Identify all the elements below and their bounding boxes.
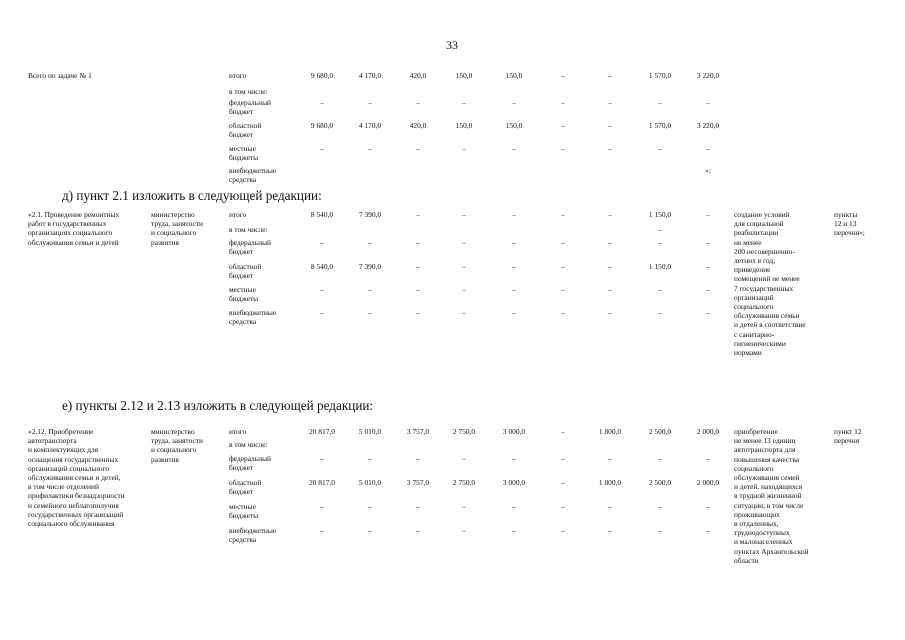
amount-cell: –	[561, 210, 565, 219]
funding-source-label: областной бюджет	[229, 262, 262, 281]
amount-cell: –	[512, 454, 516, 463]
amount-cell: –	[658, 98, 662, 107]
funding-source-label: местные бюджеты	[229, 502, 259, 521]
amount-cell: 4 170,0	[358, 121, 382, 130]
amount-cell: 9 680,0	[310, 71, 334, 80]
amount-cell: –	[462, 98, 466, 107]
amount-cell: –	[561, 238, 565, 247]
amount-cell: –	[608, 121, 612, 130]
amount-cell: –	[561, 454, 565, 463]
amount-cell: 3 220,0	[696, 121, 720, 130]
amount-cell: –	[608, 71, 612, 80]
amount-cell: 420,0	[409, 71, 427, 80]
amount-cell: –	[561, 427, 565, 436]
amount-cell: 420,0	[409, 121, 427, 130]
amount-cell: –	[658, 502, 662, 511]
amount-cell: –	[512, 262, 516, 271]
amount-cell: –	[416, 238, 420, 247]
amount-cell: 3 220,0	[696, 71, 720, 80]
amount-cell: –	[416, 144, 420, 153]
funding-source-label: внебюджетные средства	[229, 308, 277, 327]
funding-source-label: в том числе:	[229, 440, 268, 449]
funding-source-label: в том числе:	[229, 225, 268, 234]
amount-cell: –	[416, 308, 420, 317]
amount-cell: –	[658, 285, 662, 294]
amount-cell: 1 800,0	[598, 478, 622, 487]
amount-cell: –	[462, 454, 466, 463]
amount-cell: –	[462, 502, 466, 511]
amount-cell: 5 010,0	[358, 427, 382, 436]
amount-cell: –	[416, 285, 420, 294]
amount-cell: –	[561, 144, 565, 153]
funding-source-label: местные бюджеты	[229, 144, 259, 163]
item-2-1-reference: пункты 12 и 13 перечня»;	[834, 210, 865, 238]
amount-cell: 3 757,0	[406, 427, 430, 436]
amount-cell: 150,0	[505, 71, 523, 80]
amount-cell: –	[512, 210, 516, 219]
amount-cell: 2 500,0	[648, 427, 672, 436]
amount-cell: –	[561, 98, 565, 107]
amount-cell: 1 570,0	[648, 71, 672, 80]
item-2-12-name: «2.12. Приобретение автотранспорта и комплектующих для оснащения государственных организаций социального обслуживания семьи и детей, в том числе отделений профилактики безнадзорности и семейного неблагополучия государственных организаций социального обслуживания	[28, 427, 125, 529]
item-2-12-reference: пункт 12 перечня	[834, 427, 862, 446]
amount-cell: –	[706, 210, 710, 219]
amount-cell: –	[320, 238, 324, 247]
amount-cell: –	[462, 308, 466, 317]
amount-cell: 1 150,0	[648, 210, 672, 219]
amount-cell: –	[608, 308, 612, 317]
amount-cell: –	[561, 308, 565, 317]
amount-cell: 3 000,0	[502, 478, 526, 487]
amount-cell: 5 010,0	[358, 478, 382, 487]
amount-cell: –	[416, 210, 420, 219]
amount-cell: –	[658, 308, 662, 317]
amount-cell: –	[368, 502, 372, 511]
amount-cell: –	[512, 502, 516, 511]
funding-source-label: внебюджетные средства	[229, 166, 277, 185]
amount-cell: –	[561, 121, 565, 130]
amount-cell: –	[608, 98, 612, 107]
amount-cell: –	[416, 98, 420, 107]
amount-cell: 2 500,0	[648, 478, 672, 487]
amount-cell: 8 540,0	[310, 262, 334, 271]
heading-d: д) пункт 2.1 изложить в следующей редакции:	[62, 188, 322, 203]
funding-source-label: итого	[229, 427, 247, 436]
amount-cell: –	[320, 98, 324, 107]
amount-cell: 1 570,0	[648, 121, 672, 130]
amount-cell: 150,0	[455, 121, 473, 130]
amount-cell: –	[462, 238, 466, 247]
amount-cell: –	[706, 502, 710, 511]
amount-cell: –	[658, 454, 662, 463]
amount-cell: –	[608, 502, 612, 511]
amount-cell: 7 390,0	[358, 210, 382, 219]
funding-source-label: федеральный бюджет	[229, 98, 271, 117]
amount-cell: 8 540,0	[310, 210, 334, 219]
amount-cell: –	[462, 526, 466, 535]
amount-cell: –	[608, 144, 612, 153]
amount-cell: –	[512, 285, 516, 294]
amount-cell: –	[416, 526, 420, 535]
amount-cell: –	[561, 262, 565, 271]
amount-cell: –	[608, 454, 612, 463]
amount-cell: 2 750,0	[452, 427, 476, 436]
amount-cell: –	[608, 262, 612, 271]
amount-cell: 1 800,0	[598, 427, 622, 436]
amount-cell: –	[320, 502, 324, 511]
heading-e: е) пункты 2.12 и 2.13 изложить в следующей редакции:	[62, 398, 374, 413]
amount-cell: –	[368, 144, 372, 153]
amount-cell: –	[416, 502, 420, 511]
amount-cell: 150,0	[505, 121, 523, 130]
funding-source-label: областной бюджет	[229, 478, 262, 497]
amount-cell: –	[706, 262, 710, 271]
item-2-12-result: приобретение не менее 13 единиц автотранспорта для повышения качества социального обслуживания семей и детей, находящихся в трудной жизненной ситуации, в том числе проживающих в отдаленных, труднодоступных и малонаселенных пунктах Архангельской области	[734, 427, 809, 565]
amount-cell: –	[368, 454, 372, 463]
amount-cell: 9 680,0	[310, 121, 334, 130]
amount-cell: –	[658, 238, 662, 247]
amount-cell: »;	[705, 166, 711, 175]
amount-cell: –	[320, 144, 324, 153]
amount-cell: –	[462, 285, 466, 294]
funding-source-label: итого	[229, 71, 247, 80]
amount-cell: 20 817,0	[309, 478, 335, 487]
amount-cell: –	[706, 285, 710, 294]
amount-cell: –	[462, 210, 466, 219]
amount-cell: –	[561, 285, 565, 294]
amount-cell: –	[706, 98, 710, 107]
amount-cell: –	[512, 526, 516, 535]
amount-cell: –	[368, 285, 372, 294]
item-2-12-executor: министерство труда, занятости и социального развития	[151, 427, 203, 464]
amount-cell: –	[658, 526, 662, 535]
amount-cell: –	[706, 308, 710, 317]
amount-cell: –	[512, 308, 516, 317]
amount-cell: 20 817,0	[309, 427, 335, 436]
amount-cell: –	[320, 454, 324, 463]
amount-cell: 2 000,0	[696, 427, 720, 436]
amount-cell: –	[368, 98, 372, 107]
amount-cell: –	[706, 144, 710, 153]
amount-cell: –	[512, 144, 516, 153]
amount-cell: –	[561, 502, 565, 511]
page-number: 33	[446, 38, 458, 52]
amount-cell: –	[658, 225, 662, 234]
amount-cell: –	[561, 526, 565, 535]
amount-cell: –	[320, 308, 324, 317]
amount-cell: –	[462, 262, 466, 271]
amount-cell: –	[416, 454, 420, 463]
amount-cell: 3 757,0	[406, 478, 430, 487]
funding-source-label: в том числе:	[229, 87, 268, 96]
funding-source-label: областной бюджет	[229, 121, 262, 140]
amount-cell: –	[706, 526, 710, 535]
amount-cell: –	[320, 285, 324, 294]
amount-cell: –	[368, 308, 372, 317]
funding-source-label: местные бюджеты	[229, 285, 259, 304]
amount-cell: –	[561, 71, 565, 80]
item-2-1-result: создание условий для социальной реабилитации не менее 200 несовершенно- летних в год; приведение помещений не менее 7 государственных организаций социального обслуживания семьи и детей в соответствие с санитарно- гигиеническими нормами	[734, 210, 806, 358]
amount-cell: –	[608, 285, 612, 294]
funding-source-label: внебюджетные средства	[229, 526, 277, 545]
amount-cell: 150,0	[455, 71, 473, 80]
amount-cell: –	[706, 454, 710, 463]
amount-cell: –	[658, 144, 662, 153]
amount-cell: 2 750,0	[452, 478, 476, 487]
amount-cell: –	[462, 144, 466, 153]
item-2-1-name: «2.1. Проведение ремонтных работ в государственных организациях социального обслуживания семьи и детей	[28, 210, 120, 247]
amount-cell: –	[368, 526, 372, 535]
amount-cell: –	[608, 526, 612, 535]
amount-cell: –	[368, 238, 372, 247]
funding-source-label: федеральный бюджет	[229, 238, 271, 257]
amount-cell: 2 000,0	[696, 478, 720, 487]
amount-cell: –	[561, 478, 565, 487]
amount-cell: –	[512, 238, 516, 247]
amount-cell: –	[320, 526, 324, 535]
amount-cell: –	[608, 238, 612, 247]
amount-cell: –	[608, 210, 612, 219]
amount-cell: 4 170,0	[358, 71, 382, 80]
funding-source-label: итого	[229, 210, 247, 219]
amount-cell: –	[706, 238, 710, 247]
item-2-1-executor: министерство труда, занятости и социального развития	[151, 210, 203, 247]
funding-source-label: федеральный бюджет	[229, 454, 271, 473]
amount-cell: –	[416, 262, 420, 271]
amount-cell: 1 150,0	[648, 262, 672, 271]
amount-cell: 3 000,0	[502, 427, 526, 436]
total-row-title: Всего по задаче № 1	[28, 71, 92, 80]
amount-cell: –	[512, 98, 516, 107]
amount-cell: 7 390,0	[358, 262, 382, 271]
